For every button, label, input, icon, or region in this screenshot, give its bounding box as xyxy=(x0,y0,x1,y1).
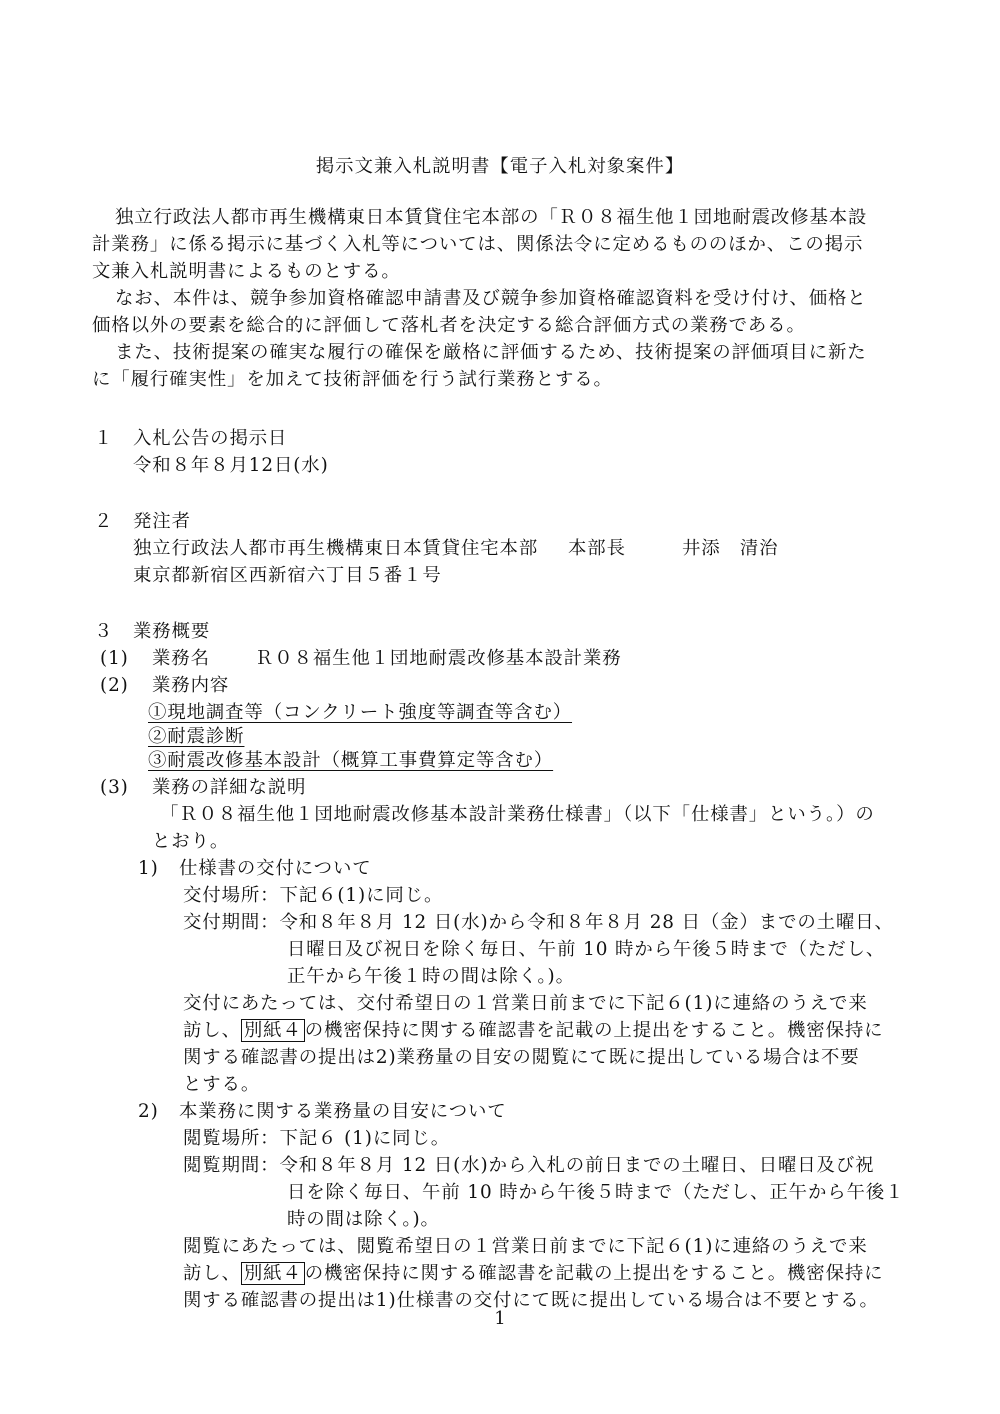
viewing-note: 閲覧にあたっては、閲覧希望日の１営業日前までに下記６(1)に連絡のうえで来 xyxy=(183,1236,868,1257)
intro-line: 計業務」に係る掲示に基づく入札等については、関係法令に定めるもののほか、この掲示 xyxy=(92,234,864,255)
orderer-role: 本部長 xyxy=(568,538,626,559)
note-text: の機密保持に関する確認書を記載の上提出をすること。機密保持に xyxy=(304,1020,884,1041)
section-number: ２ xyxy=(94,511,114,532)
section-heading: 発注者 xyxy=(133,511,191,532)
orderer-name: 井添 清治 xyxy=(682,538,779,559)
viewing-period: 閲覧期間：令和８年８月 12 日(水)から入札の前日までの土曜日、日曜日及び祝 xyxy=(183,1155,875,1176)
viewing-note xyxy=(183,1262,883,1286)
delivery-note: 交付にあたっては、交付希望日の１営業日前までに下記６(1)に連絡のうえで来 xyxy=(183,993,868,1014)
sub-heading: 仕様書の交付について xyxy=(179,858,372,879)
delivery-period: 日曜日及び祝日を除く毎日、午前 10 時から午後５時まで（ただし、 xyxy=(287,939,886,960)
item-number: (2) xyxy=(100,675,129,696)
detail-line: 「Ｒ０８福生他１団地耐震改修基本設計業務仕様書」（以下「仕様書」という。）の xyxy=(160,804,875,825)
scope-item: ①現地調査等（コンクリート強度等調査等含む） xyxy=(148,702,573,723)
item-number: (1) xyxy=(100,648,129,669)
intro-line: 独立行政法人都市再生機構東日本賃貸住宅本部の「Ｒ０８福生他１団地耐震改修基本設 xyxy=(115,207,868,228)
posting-date: 令和８年８月12日(水) xyxy=(133,455,329,476)
orderer-org: 独立行政法人都市再生機構東日本賃貸住宅本部 xyxy=(133,538,539,559)
viewing-period: 日を除く毎日、午前 10 時から午後５時まで（ただし、正午から午後１ xyxy=(287,1182,905,1203)
scope-item: ②耐震診断 xyxy=(148,726,245,747)
delivery-period: 正午から午後１時の間は除く。)。 xyxy=(287,966,575,987)
section-number: ３ xyxy=(94,621,114,642)
scope-item: ③耐震改修基本設計（概算工事費算定等含む） xyxy=(148,750,554,771)
delivery-place: 交付場所：下記６(1)に同じ。 xyxy=(183,885,444,906)
sub-heading: 本業務に関する業務量の目安について xyxy=(179,1101,507,1122)
detail-line: とおり。 xyxy=(152,831,230,852)
viewing-note: 関する確認書の提出は1)仕様書の交付にて既に提出している場合は不要とする。 xyxy=(183,1290,879,1311)
intro-line: また、技術提案の確実な履行の確保を厳格に評価するため、技術提案の評価項目に新た xyxy=(115,342,867,363)
section-number: １ xyxy=(94,428,114,449)
note-text: 訪し、 xyxy=(183,1263,241,1284)
project-name: Ｒ０８福生他１団地耐震改修基本設計業務 xyxy=(255,648,622,669)
intro-line: なお、本件は、競争参加資格確認申請書及び競争参加資格確認資料を受け付け、価格と xyxy=(115,288,867,309)
delivery-note: 関する確認書の提出は2)業務量の目安の閲覧にて既に提出している場合は不要 xyxy=(183,1047,860,1068)
section-heading: 業務概要 xyxy=(133,621,211,642)
sub-number: 1) xyxy=(138,858,159,879)
delivery-note xyxy=(183,1019,883,1043)
orderer-address: 東京都新宿区西新宿六丁目５番１号 xyxy=(133,565,442,586)
document-title: 掲示文兼入札説明書【電子入札対象案件】 xyxy=(315,156,685,177)
sub-number: 2) xyxy=(138,1101,159,1122)
intro-line: 価格以外の要素を総合的に評価して落札者を決定する総合評価方式の業務である。 xyxy=(92,315,806,336)
viewing-period: 時の間は除く。)。 xyxy=(287,1209,440,1230)
delivery-note: とする。 xyxy=(183,1074,261,1095)
page-number: 1 xyxy=(494,1308,506,1329)
section-heading: 入札公告の掲示日 xyxy=(133,428,288,449)
attachment-4-box: 別紙４ xyxy=(241,1262,305,1285)
intro-line: に「履行確実性」を加えて技術評価を行う試行業務とする。 xyxy=(92,369,613,390)
note-text: の機密保持に関する確認書を記載の上提出をすること。機密保持に xyxy=(304,1263,884,1284)
item-number: (3) xyxy=(100,777,129,798)
viewing-place: 閲覧場所：下記６ (1)に同じ。 xyxy=(183,1128,450,1149)
delivery-period: 交付期間：令和８年８月 12 日(水)から令和８年８月 28 日（金）までの土曜日、 xyxy=(183,912,894,933)
note-text: 訪し、 xyxy=(183,1020,241,1041)
attachment-4-box: 別紙４ xyxy=(241,1019,305,1042)
intro-line: 文兼入札説明書によるものとする。 xyxy=(92,261,401,282)
item-label: 業務の詳細な説明 xyxy=(152,777,307,798)
item-label: 業務名 xyxy=(152,648,210,669)
item-label: 業務内容 xyxy=(152,675,230,696)
